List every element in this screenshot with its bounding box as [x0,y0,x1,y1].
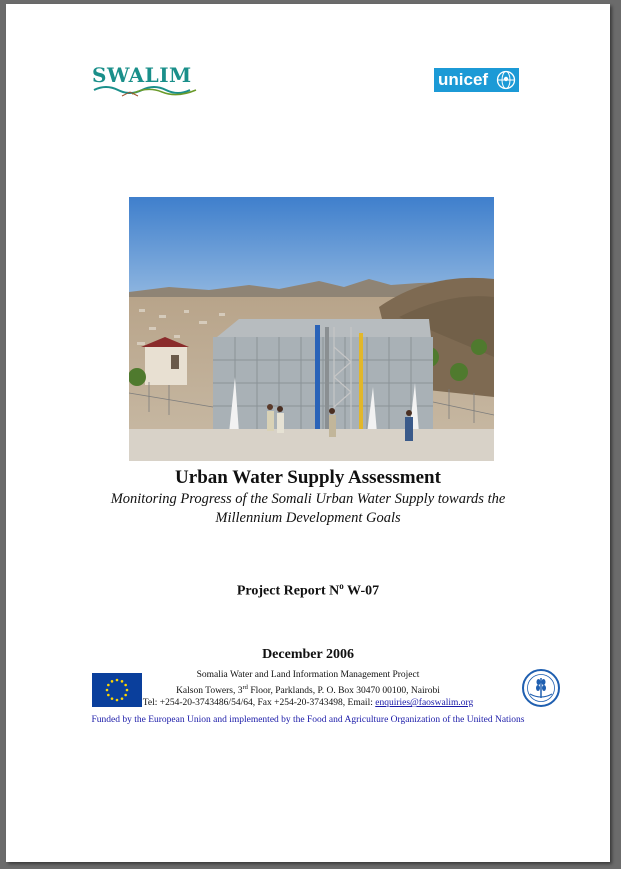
report-date: December 2006 [262,647,354,662]
unicef-logo [434,68,519,92]
eu-star [124,684,127,687]
cover-photo-water-tank [129,197,494,461]
report-subtitle-line1: Monitoring Progress of the Somali Urban Water Supply towards the [110,491,506,507]
report-title: Urban Water Supply Assessment [175,467,441,488]
contact-prefix: Tel: +254-20-3743486/54/64, Fax +254-20-3743498, Email: [142,698,376,709]
address-post: Floor, Parklands, P. O. Box 30470 00100, Nairobi [247,685,440,696]
report-number-sup: o [339,581,344,591]
eu-star [116,699,119,702]
report-subtitle-line2: Millennium Development Goals [215,510,401,526]
swalim-logo-text: SWALIM [92,63,192,87]
eu-star [126,689,129,692]
eu-star [107,694,110,697]
eu-star [106,689,109,692]
unicef-logo-text: unicef [438,70,489,89]
unicef-globe-icon [496,70,516,90]
project-name: Somalia Water and Land Information Management Project [196,670,420,680]
project-address [136,682,480,698]
address-pre: Kalson Towers, 3 [176,685,243,696]
eu-star [107,684,110,687]
fao-logo-icon [521,668,561,708]
funding-statement: Funded by the European Union and implemented by the Food and Agriculture Organization of the United Nations [91,715,525,725]
report-number-prefix: Project Report N [236,583,340,599]
water-tank-photo-illustration [129,197,494,461]
report-subtitle [76,490,540,528]
report-number [6,581,610,600]
email-link[interactable]: enquiries@faoswalim.org [375,698,474,709]
eu-star [111,697,114,700]
eu-star [116,679,119,682]
address-sup: rd [242,683,248,691]
swalim-wave-icon [92,82,202,98]
project-contact [136,697,480,710]
eu-star [124,694,127,697]
report-number-suffix: W-07 [343,583,380,599]
project-info [136,669,480,710]
eu-flag-icon [92,673,142,707]
document-page [6,4,610,862]
swalim-logo [92,64,202,98]
eu-star [111,680,114,683]
eu-star [121,680,124,683]
eu-star [121,697,124,700]
